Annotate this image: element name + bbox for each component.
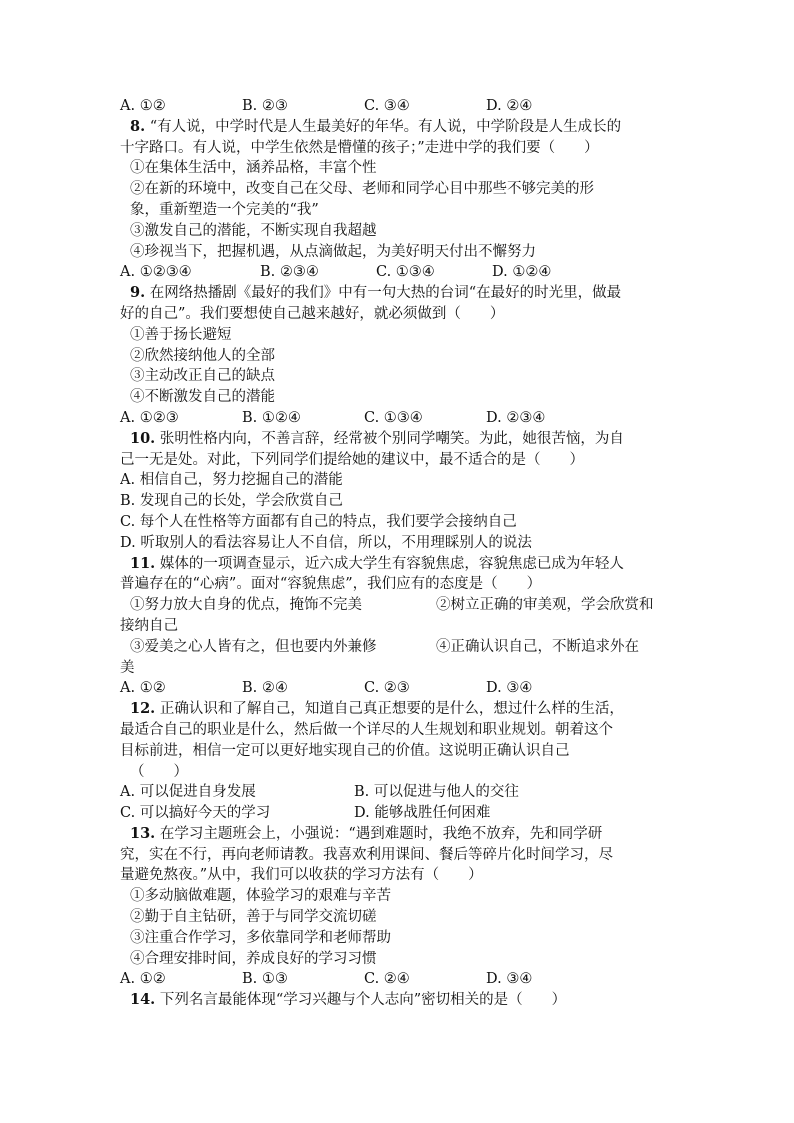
q8-item-3: ③激发自己的潜能，不断实现自我超越 (130, 222, 377, 239)
q13-stem-line-1: 13. 在学习主题班会上，小强说：“遇到难题时，我绝不放弃，先和同学研 (130, 824, 603, 842)
q13-option-d: D. ③④ (486, 971, 533, 988)
q11-option-b: B. ②④ (242, 680, 288, 697)
q9-item-3: ③主动改正自己的缺点 (130, 368, 275, 385)
q10-stem-line-2: 己一无是处。对此，下列同学们提给她的建议中，最不适合的是（ ） (120, 451, 584, 468)
q12-stem-line-1: 12. 正确认识和了解自己，知道自己真正想要的是什么，想过什么样的生活， (130, 700, 624, 718)
q10-option-b: B. 发现自己的长处，学会欣赏自己 (120, 493, 343, 510)
q13-option-c: C. ②④ (364, 971, 410, 988)
q12-options-row-1 (120, 782, 680, 803)
q12-stem-line-3: 目标前进，相信一定可以更好地实现自己的价值。这说明正确认识自己 (120, 742, 570, 759)
q7-option-c: C. ③④ (364, 98, 410, 114)
q13-stem-line-3: 量避免熬夜。”从中，我们可以收获的学习方法有（ ） (120, 867, 483, 884)
q11-number: 11. (130, 554, 156, 572)
q10-number: 10. (130, 429, 156, 447)
q11-stem-line-2: 普遍存在的“心病”。面对“容貌焦虑”，我们应有的态度是（ ） (120, 576, 542, 593)
q9-stem-line-2: 好的自己”。我们要想使自己越来越好，就必须做到（ ） (120, 305, 505, 322)
q14-number: 14. (130, 991, 156, 1009)
q9-option-b: B. ①②④ (242, 409, 301, 426)
q13-option-a: A. ①② (120, 971, 166, 988)
q8-option-a: A. ①②③④ (120, 264, 192, 281)
q11-option-a: A. ①② (120, 680, 166, 697)
q9-item-1: ①善于扬长避短 (130, 326, 232, 343)
q9-option-d: D. ②③④ (486, 409, 546, 426)
q9-option-a: A. ①②③ (120, 409, 179, 426)
q12-option-d: D. 能够战胜任何困难 (354, 805, 491, 822)
q9-number: 9. (130, 284, 146, 302)
q11-item-4-cont: 美 (120, 659, 135, 676)
q11-items-row-2 (120, 637, 680, 658)
q11-options (120, 678, 680, 699)
q13-item-3: ③注重合作学习，多依靠同学和老师帮助 (130, 929, 391, 946)
q8-stem-line-1: 8. “有人说，中学时代是人生最美好的年华。有人说，中学阶段是人生成长的 (130, 117, 622, 135)
q12-stem-line-2: 最适合自己的职业是什么，然后做一个详尽的人生规划和职业规划。朝着这个 (120, 721, 613, 738)
q11-item-3: ③爱美之心人皆有之，但也要内外兼修 (130, 638, 377, 655)
q11-item-2-cont: 接纳自己 (120, 617, 178, 634)
q8-item-1: ①在集体生活中，涵养品格，丰富个性 (130, 160, 377, 177)
q8-options (120, 262, 680, 283)
q9-item-4: ④不断激发自己的潜能 (130, 389, 275, 406)
q9-item-2: ②欣然接纳他人的全部 (130, 347, 275, 364)
q8-item-2: ②在新的环境中，改变自己在父母、老师和同学心目中那些不够完美的形 (130, 181, 594, 198)
q13-option-b: B. ①③ (242, 971, 288, 988)
q8-number: 8. (130, 117, 146, 135)
q12-option-a: A. 可以促进自身发展 (120, 784, 256, 801)
q8-item-4: ④珍视当下，把握机遇，从点滴做起，为美好明天付出不懈努力 (130, 243, 536, 260)
q11-option-d: D. ③④ (486, 680, 533, 697)
q9-options (120, 408, 680, 429)
q12-options-row-2 (120, 803, 680, 824)
q11-option-c: C. ②③ (364, 680, 410, 697)
q14-stem-line-1: 14. 下列名言最能体现“学习兴趣与个人志向”密切相关的是（ ） (130, 991, 567, 1009)
q8-option-c: C. ①③④ (376, 264, 435, 281)
q9-stem-line-1: 9. 在网络热播剧《最好的我们》中有一句大热的台词“在最好的时光里，做最 (130, 284, 622, 302)
q7-option-a: A. ①② (120, 98, 166, 114)
q12-number: 12. (130, 700, 156, 718)
q7-option-b: B. ②③ (242, 98, 288, 114)
q11-stem-line-1: 11. 媒体的一项调查显示，近六成大学生有容貌焦虑，容貌焦虑已成为年轻人 (130, 554, 624, 572)
q11-item-4: ④正确认识自己，不断追求外在 (436, 638, 639, 655)
q10-option-c: C. 每个人在性格等方面都有自己的特点，我们要学会接纳自己 (120, 513, 517, 530)
q10-stem-line-1: 10. 张明性格内向，不善言辞，经常被个别同学嘲笑。为此，她很苦恼，为自 (130, 429, 624, 447)
q11-items-row-1 (120, 595, 680, 616)
q13-item-2: ②勤于自主钻研，善于与同学交流切磋 (130, 909, 377, 926)
question-content (120, 96, 680, 1011)
q10-option-d: D. 听取别人的看法容易让人不自信，所以，不用理睬别人的说法 (120, 534, 532, 551)
q11-item-2: ②树立正确的审美观，学会欣赏和 (436, 597, 654, 614)
q13-stem-line-2: 究，实在不行，再向老师请教。我喜欢利用课间、餐后等碎片化时间学习，尽 (120, 846, 613, 863)
q8-option-b: B. ②③④ (260, 264, 319, 281)
q7-options (120, 96, 680, 117)
q13-item-4: ④合理安排时间，养成良好的学习习惯 (130, 950, 377, 967)
q12-option-b: B. 可以促进与他人的交往 (354, 784, 519, 801)
q13-item-1: ①多动脑做难题，体验学习的艰难与辛苦 (130, 888, 391, 905)
q13-number: 13. (130, 824, 156, 842)
q9-option-c: C. ①③④ (364, 409, 423, 426)
q8-item-2-cont: 象，重新塑造一个完美的“我” (130, 201, 319, 218)
q7-option-d: D. ②④ (486, 98, 533, 114)
q8-option-d: D. ①②④ (492, 264, 552, 281)
q10-option-a: A. 相信自己，努力挖掘自己的潜能 (120, 472, 343, 489)
q11-item-1: ①努力放大自身的优点，掩饰不完美 (130, 597, 362, 614)
q13-options (120, 969, 680, 990)
q12-answer-bracket: （ ） (130, 763, 188, 780)
q12-option-c: C. 可以搞好今天的学习 (120, 805, 271, 822)
q8-stem-line-2: 十字路口。有人说，中学生依然是懵懂的孩子；”走进中学的我们要（ ） (120, 139, 599, 156)
